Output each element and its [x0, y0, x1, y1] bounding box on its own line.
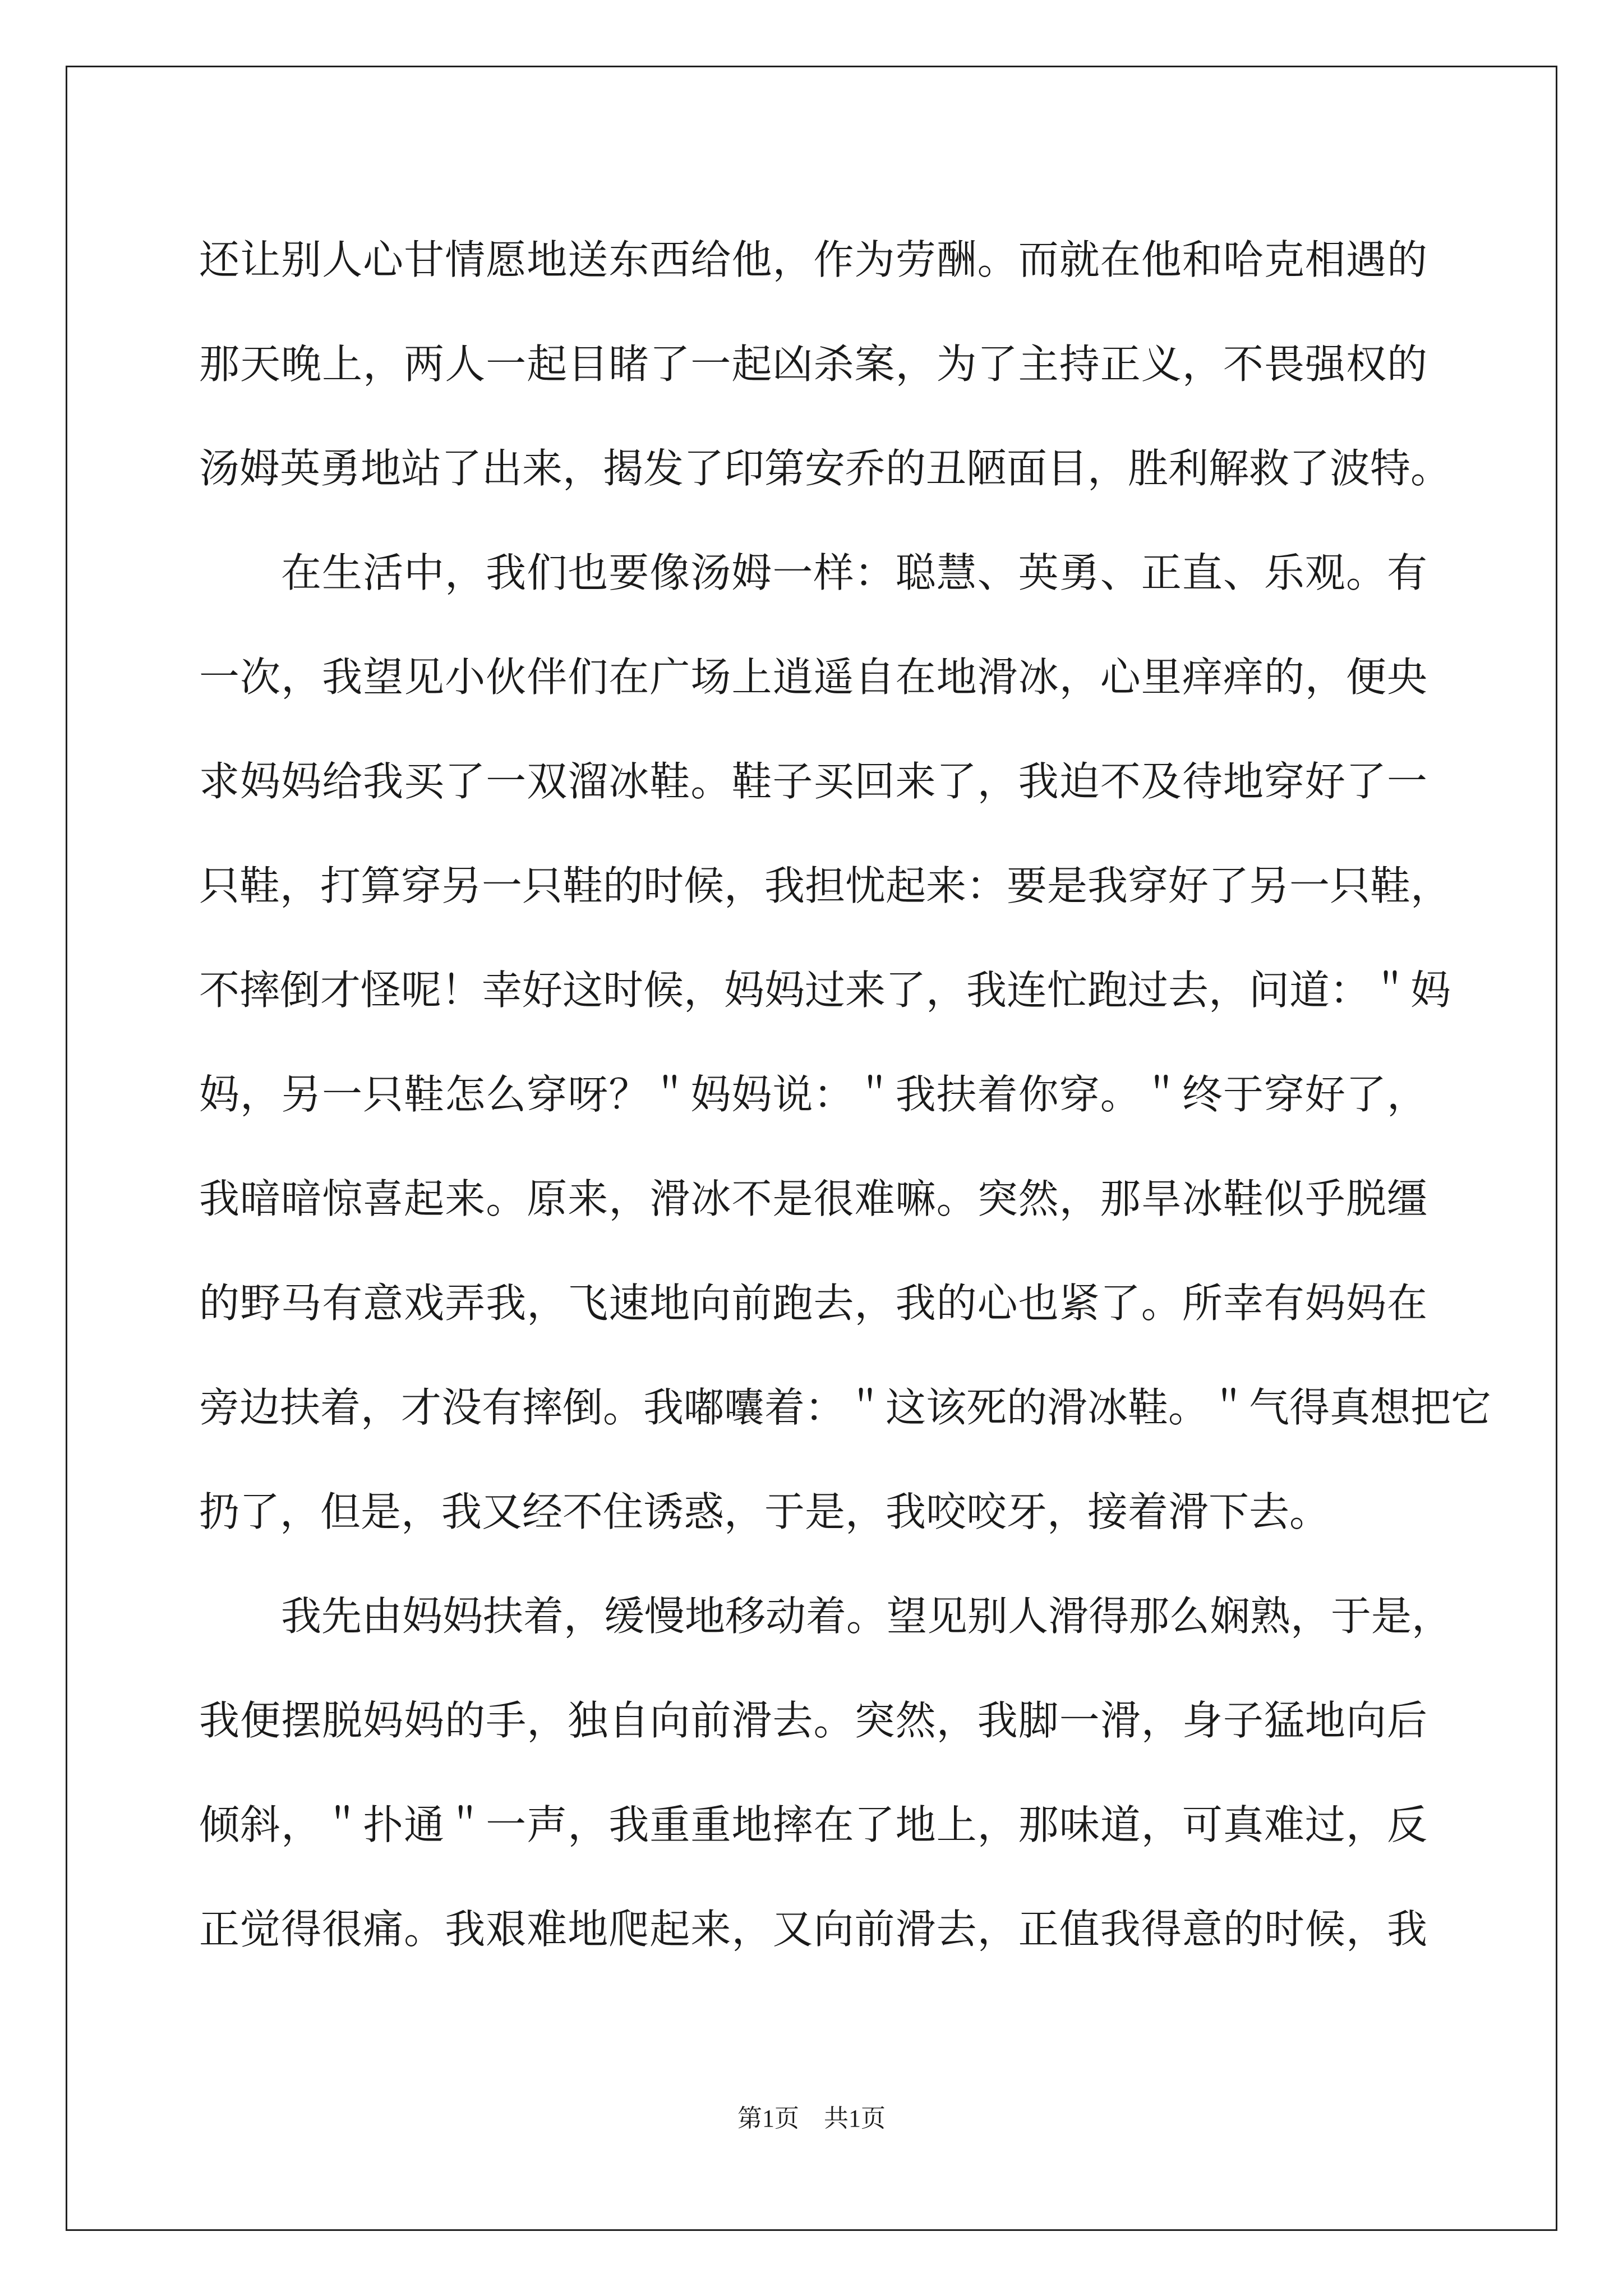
text-line: 那天晚上，两人一起目睹了一起凶杀案，为了主持正义，不畏强权的: [199, 341, 1427, 388]
text-line: 还让别人心甘情愿地送东西给他，作为劳酬。而就在他和哈克相遇的: [199, 236, 1427, 283]
text-line: 的野马有意戏弄我，飞速地向前跑去，我的心也紧了。所幸有妈妈在: [199, 1280, 1427, 1327]
text-line: 在生活中，我们也要像汤姆一样：聪慧、英勇、正直、乐观。有: [281, 549, 1427, 596]
text-line: 汤姆英勇地站了出来，揭发了印第安乔的丑陋面目，胜利解救了波特。: [199, 445, 1451, 492]
text-line: 只鞋，打算穿另一只鞋的时候，我担忧起来：要是我穿好了另一只鞋，: [199, 862, 1451, 909]
text-line: 一次，我望见小伙伴们在广场上逍遥自在地滑冰，心里痒痒的，便央: [199, 654, 1427, 701]
text-line: 妈，另一只鞋怎么穿呀？＂妈妈说：＂我扶着你穿。＂终于穿好了，: [199, 1071, 1427, 1118]
document-body: [199, 208, 1492, 1981]
text-line: 正觉得很痛。我艰难地爬起来，又向前滑去，正值我得意的时候，我: [199, 1906, 1427, 1953]
text-line: 我暗暗惊喜起来。原来，滑冰不是很难嘛。突然，那旱冰鞋似乎脱缰: [199, 1175, 1427, 1222]
text-line: 不摔倒才怪呢！幸好这时候，妈妈过来了，我连忙跑过去，问道：＂妈: [199, 967, 1451, 1014]
text-line: 我先由妈妈扶着，缓慢地移动着。望见别人滑得那么娴熟，于是，: [281, 1593, 1453, 1640]
page-footer: 第1页 共1页: [737, 2105, 886, 2132]
text-line: 倾斜，＂扑通＂一声，我重重地摔在了地上，那味道，可真难过，反: [199, 1801, 1427, 1848]
text-line: 旁边扶着，才没有摔倒。我嘟囔着：＂这该死的滑冰鞋。＂气得真想把它: [199, 1384, 1492, 1431]
text-line: 扔了，但是，我又经不住诱惑，于是，我咬咬牙，接着滑下去。: [199, 1488, 1330, 1535]
text-line: 我便摆脱妈妈的手，独自向前滑去。突然，我脚一滑，身子猛地向后: [199, 1697, 1427, 1744]
text-line: 求妈妈给我买了一双溜冰鞋。鞋子买回来了，我迫不及待地穿好了一: [199, 758, 1427, 805]
